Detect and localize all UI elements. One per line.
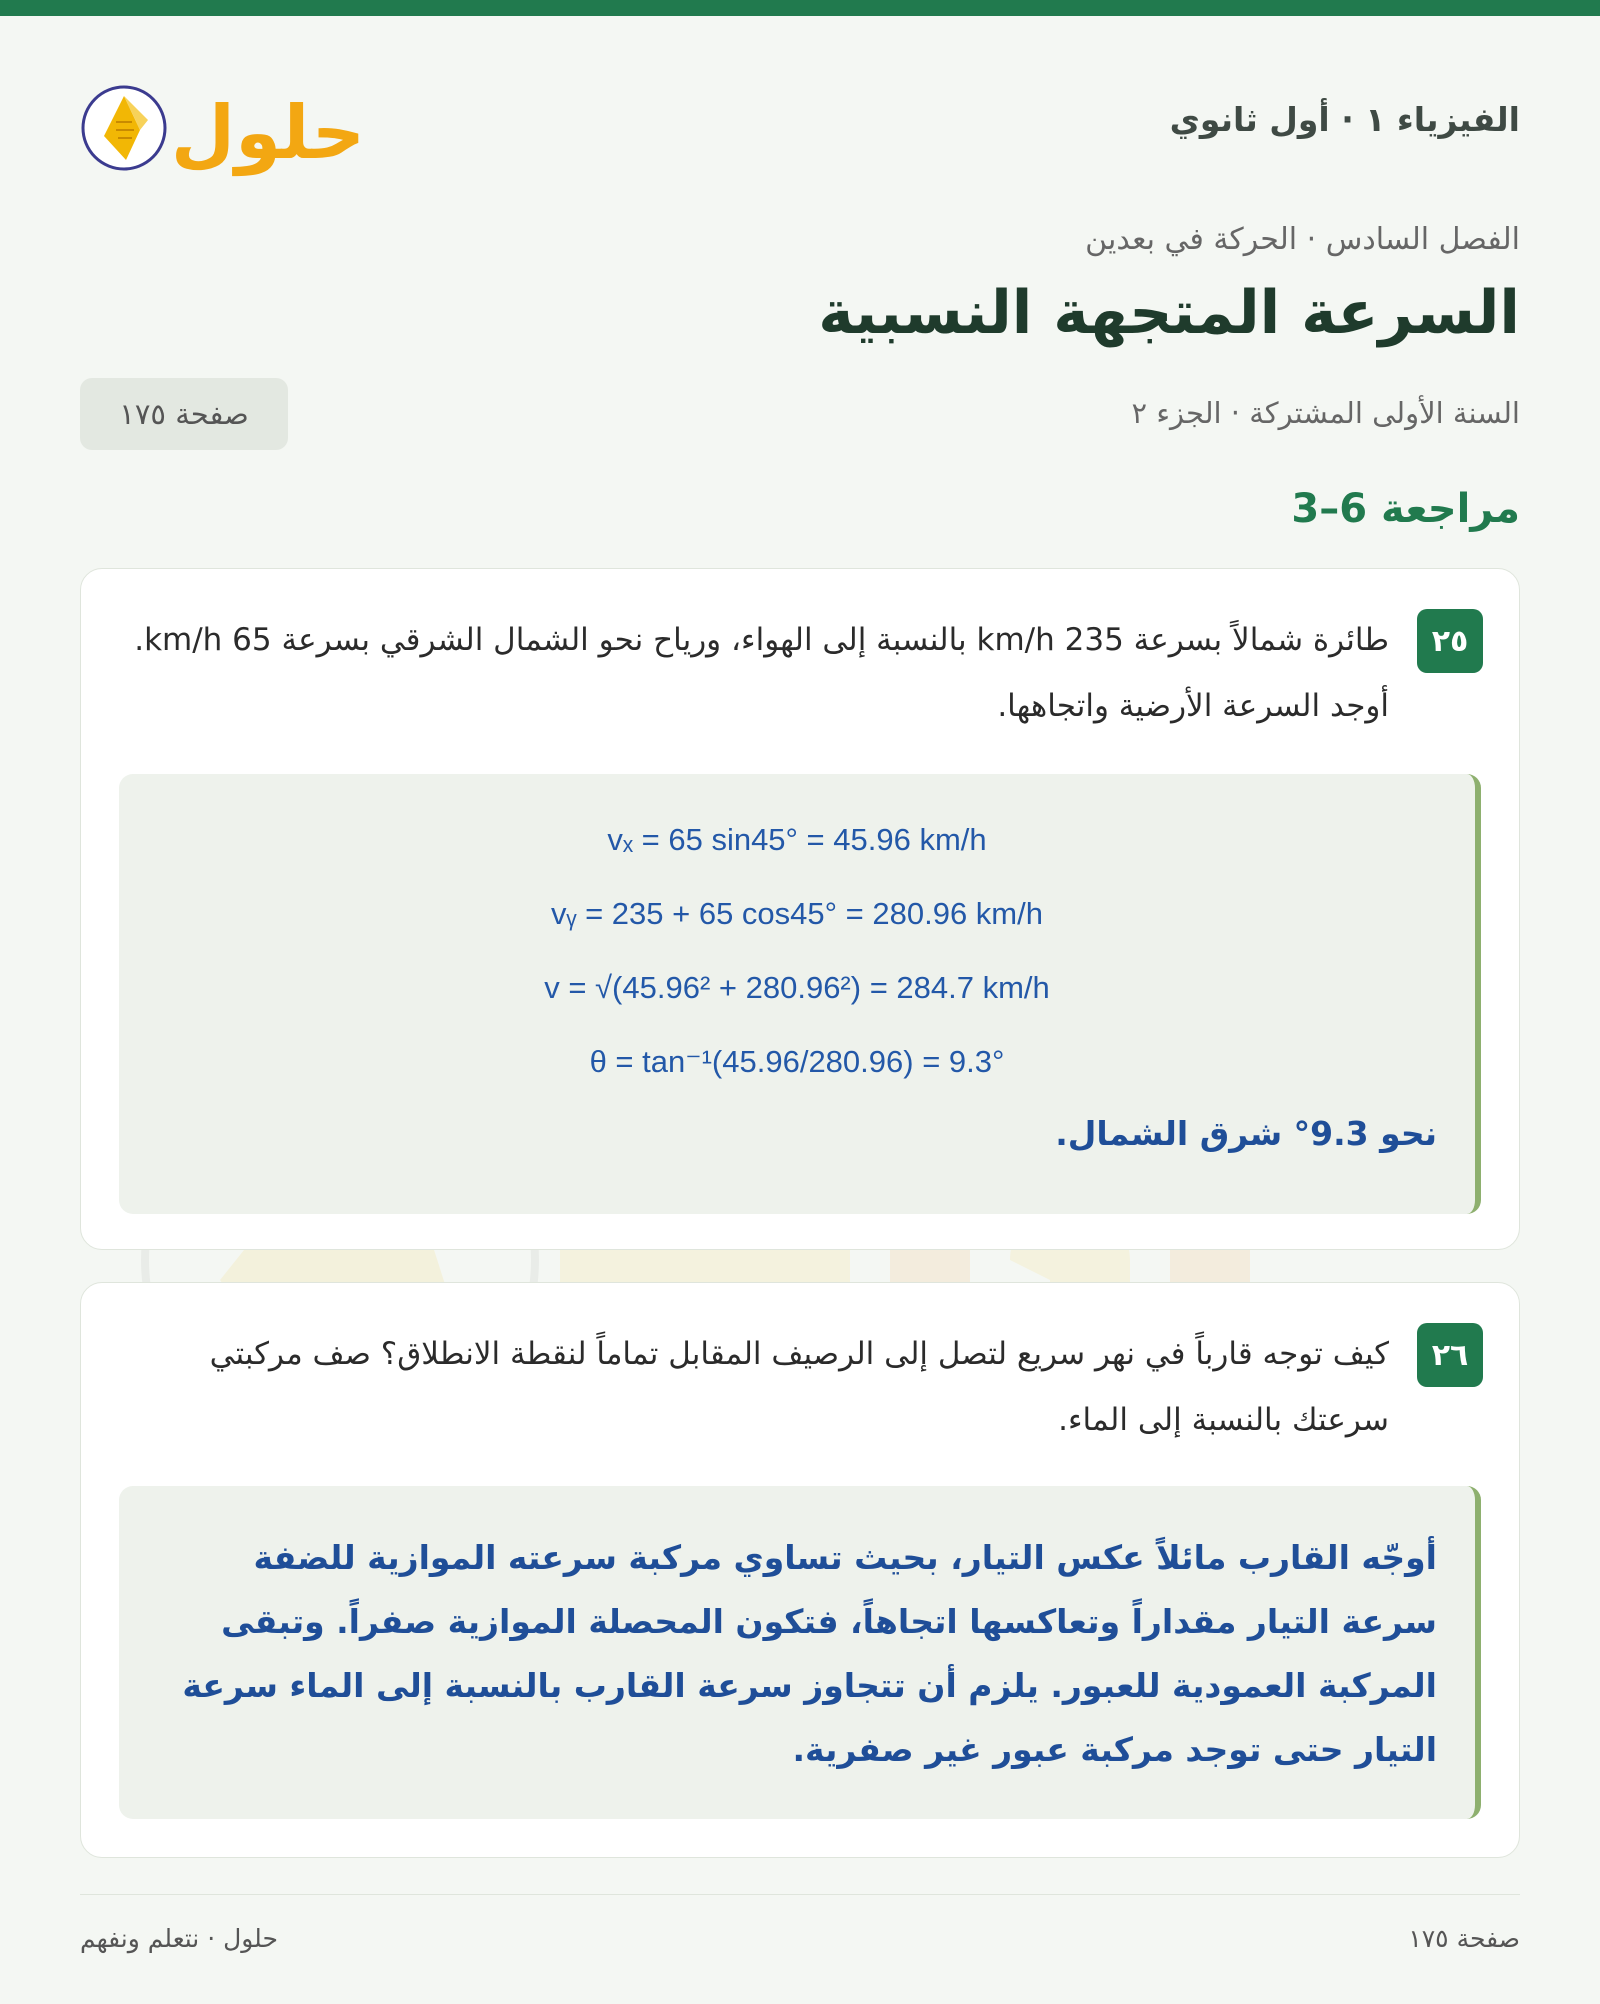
top-accent-bar: [0, 0, 1600, 16]
equation-vy: vᵧ = 235 + 65 cos45° = 280.96 km/h: [551, 896, 1043, 931]
chapter-label: الفصل السادس · الحركة في بعدين: [1085, 222, 1520, 257]
page-number-chip: صفحة ١٧٥: [80, 378, 288, 450]
final-answer: نحو 9.3° شرق الشمال.: [1055, 1114, 1437, 1153]
footer-page-number: صفحة ١٧٥: [1408, 1924, 1520, 1953]
logo-wordmark: حلول: [170, 90, 366, 176]
question-text: كيف توجه قارباً في نهر سريع لتصل إلى الرصيف المقابل تماماً لنقطة الانطلاق؟ صف مركبتي سرعتك بالنسبة إلى الماء.: [209, 1336, 1389, 1438]
page-title: السرعة المتجهة النسبية: [818, 278, 1520, 348]
page-header: [80, 60, 1520, 190]
answer-text: أوجّه القارب مائلاً عكس التيار، بحيث تساوي مركبة سرعته الموازية للضفة سرعة التيار مقداراً وتعاكسها اتجاهاً، فتكون المحصلة الموازية صفراً. وتبقى المركبة العمودية للعبور. يلزم أن تتجاوز سرعة القارب بالنسبة إلى الماء سرعة التيار حتى توجد مركبة عبور غير صفرية.: [182, 1538, 1437, 1769]
equation-v: v = √(45.96² + 280.96²) = 284.7 km/h: [544, 970, 1050, 1005]
hulul-logo-icon: [80, 60, 370, 190]
answer-box: [119, 1486, 1481, 1819]
equation-theta: θ = tan⁻¹(45.96/280.96) = 9.3°: [589, 1044, 1005, 1079]
course-meta: السنة الأولى المشتركة · الجزء ٢: [1131, 396, 1520, 430]
question-text: طائرة شمالاً بسرعة 235 km/h بالنسبة إلى الهواء، ورياح نحو الشمال الشرقي بسرعة 65 km/h. أوجد السرعة الأرضية واتجاهها.: [134, 622, 1389, 724]
question-number-badge: ٢٦: [1417, 1323, 1483, 1387]
equation-vx: vₓ = 65 sin45° = 45.96 km/h: [607, 822, 987, 857]
section-heading: مراجعة 6–3: [1291, 486, 1520, 532]
answer-box: [119, 774, 1481, 1214]
subject-label: الفيزياء ١ · أول ثانوي: [1169, 100, 1520, 139]
question-card-25: [80, 568, 1520, 1250]
footer-brand: حلول · نتعلم ونفهم: [80, 1924, 278, 1953]
question-card-26: [80, 1282, 1520, 1858]
footer-divider: [80, 1894, 1520, 1895]
hulul-logo[interactable]: [80, 60, 370, 190]
question-number-badge: ٢٥: [1417, 609, 1483, 673]
